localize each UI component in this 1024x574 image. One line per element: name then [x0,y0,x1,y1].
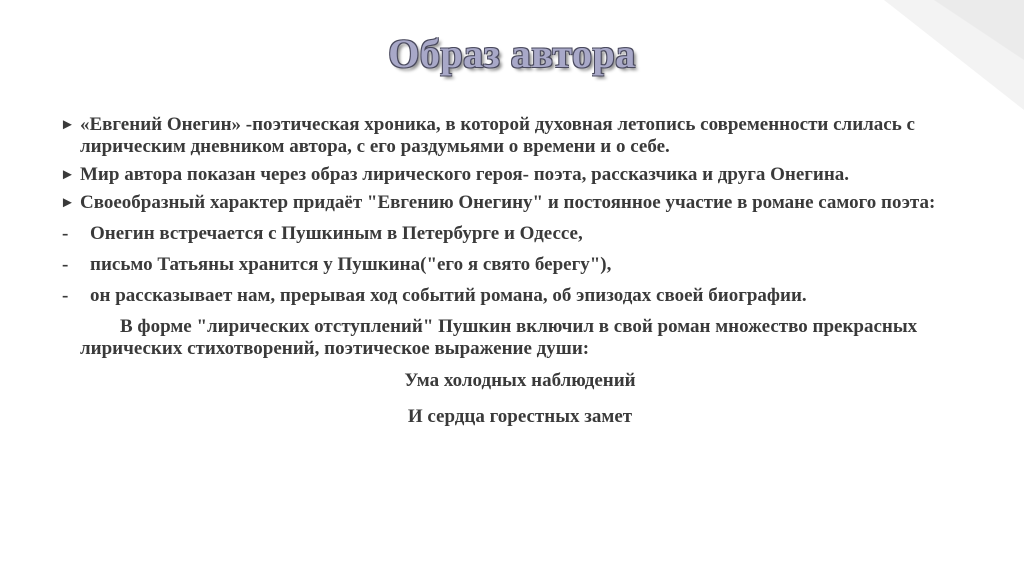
dash-item [60,285,960,307]
dash-mark: - [62,223,69,244]
digressions-paragraph: В форме "лирических отступлений" Пушкин включил в свой роман множество прекрасных лирических стихотворений, поэтическое выражение души: [80,316,918,359]
dash-text: он рассказывает нам, прерывая ход событий романа, об эпизодах своей биографии. [90,285,807,306]
bullet-text: Мир автора показан через образ лирического героя- поэта, рассказчика и друга Онегина. [80,164,850,185]
slide-title: Образ автора [388,31,636,76]
triangle-right-icon: ► [60,167,75,183]
triangle-right-icon: ► [60,195,75,211]
bullet-text: «Евгений Онегин» -поэтическая хроника, в которой духовная летопись современности слилась с лирическим дневником автора, с его раздумьями о времени и о себе. [80,114,915,157]
bullet-text: Своеобразный характер придаёт "Евгению Онегину" и постоянное участие в романе самого поэта: [80,192,936,213]
verse-line: И сердца горестных замет [407,406,633,427]
bullet-item [60,114,960,158]
slide-body [60,114,960,442]
bullet-item [60,164,960,186]
bullet-item [60,192,960,214]
dash-text: Онегин встречается с Пушкиным в Петербурге и Одессе, [90,223,583,244]
dash-text: письмо Татьяны хранится у Пушкина("его я свято берегу"), [90,254,612,275]
dash-mark: - [62,285,69,306]
dash-mark: - [62,254,69,275]
verse-line: Ума холодных наблюдений [404,370,636,391]
dash-item [60,223,960,245]
dash-item [60,254,960,276]
triangle-right-icon: ► [60,117,75,133]
